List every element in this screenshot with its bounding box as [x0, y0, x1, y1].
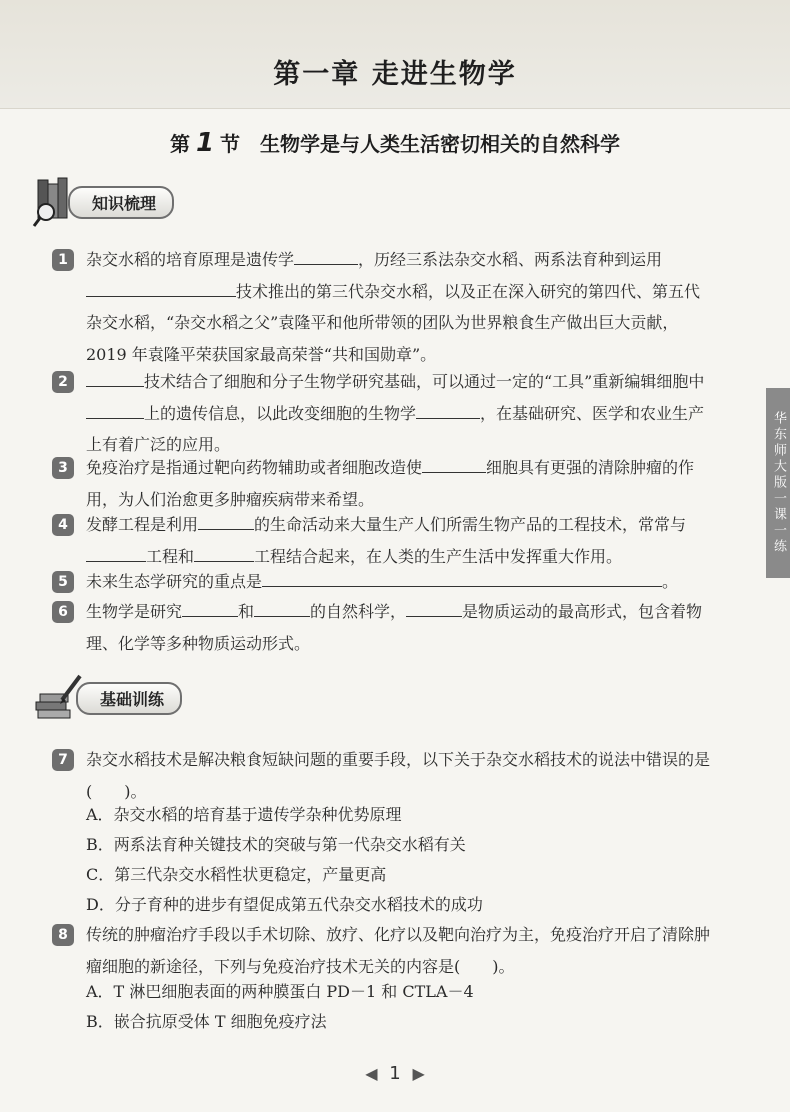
page-number-nav	[0, 1063, 790, 1084]
answer-blank[interactable]	[86, 545, 146, 562]
answer-blank[interactable]	[198, 513, 254, 530]
section-suffix: 节	[220, 132, 241, 156]
answer-blank[interactable]	[262, 570, 662, 587]
question-number: 7	[52, 749, 74, 771]
page-number: 1	[389, 1063, 401, 1084]
section-number: 1	[195, 128, 215, 158]
chapter-title: 第一章 走进生物学	[273, 59, 517, 90]
question-number: 3	[52, 457, 74, 479]
question-text: 杂交水稻技术是解决粮食短缺问题的重要手段，以下关于杂交水稻技术的说法中错误的是( )。	[86, 750, 711, 801]
question-text: 技术结合了细胞和分子生物学研究基础，可以通过一定的“工具”重新编辑细胞中上的遗传信息，以此改变细胞的生物学 ，在基础研究、医学和农业生产上有着广泛的应用。	[86, 372, 705, 454]
answer-blank[interactable]	[86, 402, 144, 419]
section-title	[0, 128, 790, 158]
question-number: 5	[52, 571, 74, 593]
question-8	[52, 919, 714, 982]
option-a[interactable]: A．杂交水稻的培育基于遗传学杂种优势原理	[86, 805, 402, 824]
banner-knowledge-label: 知识梳理	[68, 186, 174, 219]
answer-blank[interactable]	[294, 248, 358, 265]
answer-blank[interactable]	[406, 600, 462, 617]
question-text: 生物学是研究 和 的自然科学， 是物质运动的最高形式，包含着物理、化学等多种物质运动形式。	[86, 602, 703, 653]
triangle-left-icon: ◀	[365, 1064, 378, 1083]
answer-blank[interactable]	[86, 280, 236, 297]
section-title-text: 生物学是与人类生活密切相关的自然科学	[260, 132, 621, 156]
answer-blank[interactable]	[422, 456, 486, 473]
question-number: 2	[52, 371, 74, 393]
question-number: 6	[52, 601, 74, 623]
banner-training-label: 基础训练	[76, 682, 182, 715]
question-5	[52, 566, 714, 598]
answer-blank[interactable]	[416, 402, 480, 419]
answer-blank[interactable]	[254, 600, 310, 617]
option-a[interactable]: A．T 淋巴细胞表面的两种膜蛋白 PD－1 和 CTLA－4	[86, 982, 474, 1001]
question-6	[52, 596, 714, 659]
triangle-right-icon: ▶	[412, 1064, 425, 1083]
answer-blank[interactable]	[182, 600, 238, 617]
question-7	[52, 744, 714, 807]
option-d[interactable]: D．分子育种的进步有望促成第五代杂交水稻技术的成功	[86, 895, 483, 914]
banner-knowledge	[32, 176, 174, 228]
question-2	[52, 366, 714, 461]
question-text: 杂交水稻的培育原理是遗传学 ，历经三系法杂交水稻、两系法育种到运用 技术推出的第三代杂交水稻，以及正在深入研究的第四代、第五代杂交水稻，“杂交水稻之父”袁隆平和他所带领的团队为世界粮食生产做出巨大贡献，2019 年袁隆平荣获国家最高荣誉“共和国勋章”。	[86, 250, 701, 364]
answer-blank[interactable]	[194, 545, 254, 562]
question-1	[52, 244, 714, 370]
section-prefix: 第	[169, 132, 190, 156]
question-4	[52, 509, 714, 572]
question-text: 发酵工程是利用 的生命活动来大量生产人们所需生物产品的工程技术，常常与工程和 工程结合起来，在人类的生产生活中发挥重大作用。	[86, 515, 687, 566]
answer-blank[interactable]	[86, 370, 144, 387]
question-number: 8	[52, 924, 74, 946]
option-b[interactable]: B．两系法育种关键技术的突破与第一代杂交水稻有关	[86, 835, 466, 854]
question-number: 4	[52, 514, 74, 536]
question-text: 传统的肿瘤治疗手段以手术切除、放疗、化疗以及靶向治疗为主，免疫治疗开启了清除肿瘤细胞的新途径，下列与免疫治疗技术无关的内容是( )。	[86, 925, 711, 976]
question-text: 未来生态学研究的重点是 。	[86, 572, 679, 591]
banner-training	[32, 672, 182, 724]
option-b[interactable]: B．嵌合抗原受体 T 细胞免疫疗法	[86, 1012, 327, 1031]
question-3	[52, 452, 714, 515]
question-number: 1	[52, 249, 74, 271]
option-c[interactable]: C．第三代杂交水稻性状更稳定，产量更高	[86, 865, 387, 884]
side-tab: 华东师大版一课一练	[766, 388, 790, 578]
question-text: 免疫治疗是指通过靶向药物辅助或者细胞改造使 细胞具有更强的清除肿瘤的作用，为人们治愈更多肿瘤疾病带来希望。	[86, 458, 695, 509]
